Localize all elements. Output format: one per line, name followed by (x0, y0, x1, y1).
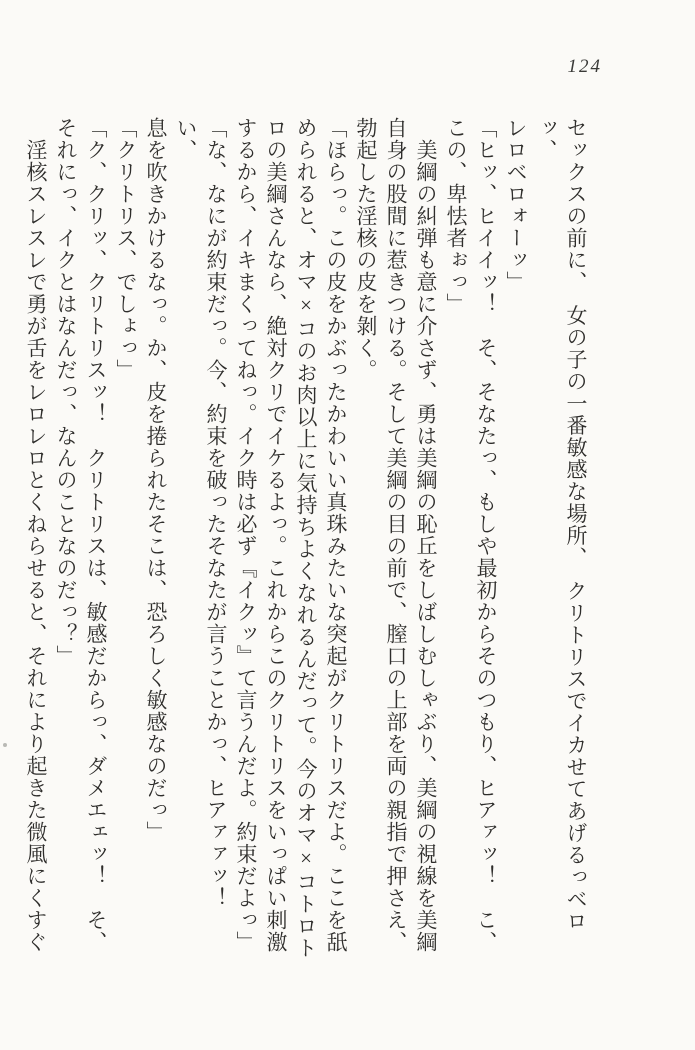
text-line: められると、オマ×コのお肉以上に気持ちよくなれるんだって。今のオマ×コトロト (294, 117, 318, 959)
text-line: 「な、なにが約束だっ。今、約束を破ったそなたが言うことかっ、ヒアァァッ！ い、 (174, 117, 228, 931)
text-line: 淫核スレスレで勇が舌をレロレロとくねらせると、それにより起きた微風にくすぐ (24, 139, 48, 953)
text-line: それにっ、イクとはなんだっ、なんのことなのだっ？」 (54, 117, 78, 667)
text-line: 息を吹きかけるなっ。か、皮を捲られたそこは、恐ろしく敏感なのだっ」 (144, 117, 168, 843)
text-line: 美綱の糾弾も意に介さず、勇は美綱の恥丘をしばしむしゃぶり、美綱の視線を美綱 (414, 139, 438, 953)
text-line: 勃起した淫核の皮を剝く。 (354, 117, 378, 381)
text-line: 「クリトリス、でしょっ」 (114, 117, 138, 381)
text-block (21, 117, 591, 959)
text-line: ロの美綱さんなら、絶対クリでイケるよっ。これからこのクリトリスをいっぱい刺激 (264, 117, 288, 953)
text-line: 「ほらっ。この皮をかぶったかわいい真珠みたいな突起がクリトリスだよ。ここを舐 (324, 117, 348, 953)
text-line: レロベロォーッ」 (504, 117, 528, 293)
text-line: 「ヒッ、ヒイイッ！ そ、そなたっ、もしや最初からそのつもり、ヒアァッ！ こ、 (474, 117, 498, 953)
text-line: 「ク、クリッ、クリトリスッ！ クリトリスは、敏感だからっ、ダメエェッ！ そ、 (84, 117, 108, 953)
dust-speck (3, 743, 7, 747)
text-line: セックスの前に、 女の子の一番敏感な場所、 クリトリスでイカせてあげるっベロッ、 (534, 117, 588, 932)
text-line: するから、イキまくってねっ。イク時は必ず『イクッ』て言うんだよ。約束だよっ」 (234, 117, 258, 953)
page-number: 124 (567, 56, 602, 77)
text-line: この、卑怯者ぉっ」 (444, 117, 468, 315)
text-line: 自身の股間に惹きつける。そして美綱の目の前で、膣口の上部を両の親指で押さえ、 (384, 117, 408, 953)
